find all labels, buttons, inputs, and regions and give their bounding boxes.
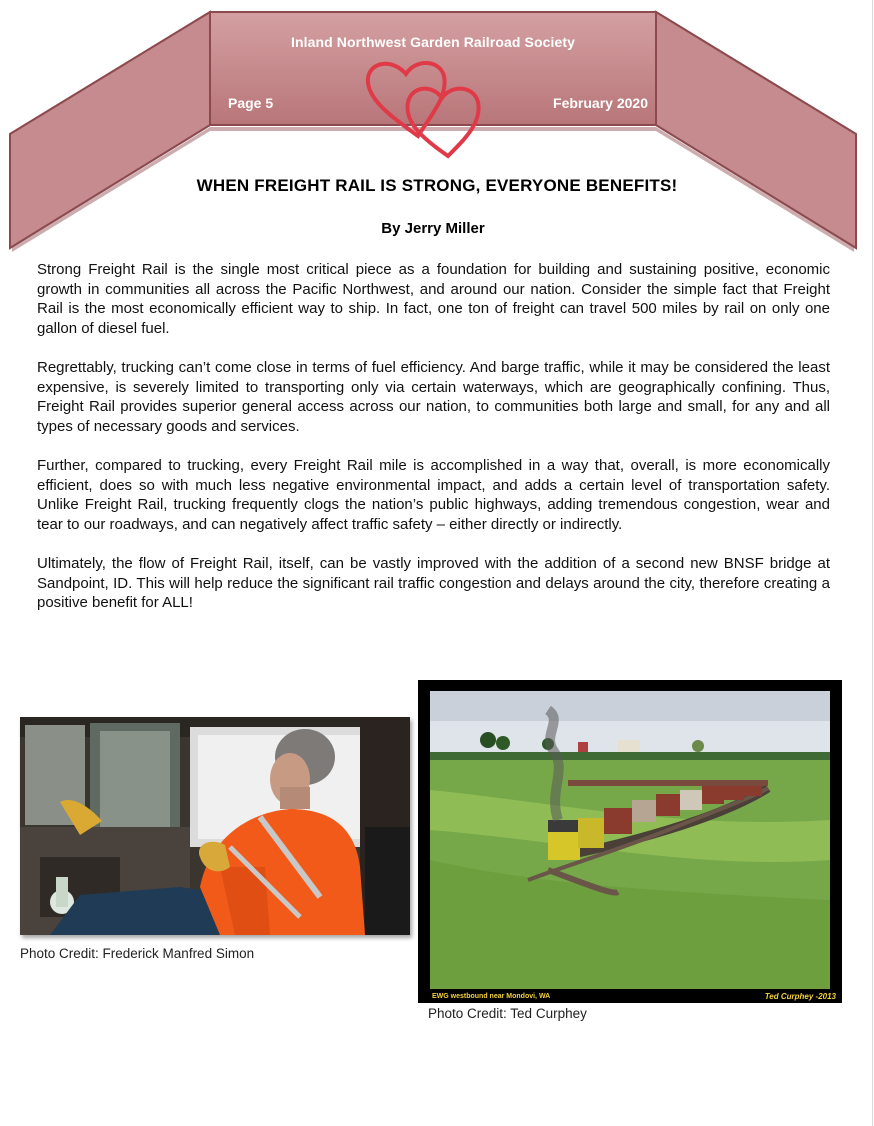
train-photo bbox=[418, 680, 842, 1003]
society-name: Inland Northwest Garden Railroad Society bbox=[290, 34, 576, 50]
paragraph: Ultimately, the flow of Freight Rail, itself, can be vastly improved with the addition of a second new BNSF bridge at Sandpoint, ID. This will help reduce the significant rail traffic congestion and delays around the city, therefore creating a positive benefit for ALL! bbox=[37, 554, 830, 612]
paragraph: Regrettably, trucking can’t come close in terms of fuel efficiency. And barge traffic, while it may be considered the least expensive, is severely limited to transporting only via certain waterways, which are geographically confining. Thus, Freight Rail provides superior general access across our nation, to communities both large and small, for any and all types of necessary goods and services. bbox=[37, 358, 830, 435]
issue-date: February 2020 bbox=[553, 95, 648, 111]
article-body bbox=[37, 260, 830, 632]
article-byline: By Jerry Miller bbox=[381, 220, 485, 237]
right-photo-caption: Photo Credit: Ted Curphey bbox=[428, 1006, 587, 1021]
hearts-icon bbox=[360, 58, 500, 163]
left-photo-caption: Photo Credit: Frederick Manfred Simon bbox=[20, 946, 255, 961]
train-photo-frame bbox=[418, 680, 842, 1003]
paragraph: Further, compared to trucking, every Freight Rail mile is accomplished in a way that, overall, is more economically efficient, does so with much less negative environmental impact, and adds a certain level of transportation safety. Unlike Freight Rail, trucking frequently clogs the nation’s public highways, adding tremendous congestion, wear and tear to our roadways, and can negatively affect traffic safety – either directly or indirectly. bbox=[37, 456, 830, 533]
page-number: Page 5 bbox=[228, 95, 274, 111]
train-photo-signature: Ted Curphey -2013 bbox=[764, 992, 836, 1001]
engineer-photo bbox=[20, 717, 410, 935]
train-photo-location: EWG westbound near Mondovi, WA bbox=[432, 993, 551, 1000]
article-headline: WHEN FREIGHT RAIL IS STRONG, EVERYONE BENEFITS! bbox=[196, 176, 678, 195]
paragraph: Strong Freight Rail is the single most critical piece as a foundation for building and sustaining positive, economic growth in communities all across the Pacific Northwest, and around our nation. Consider the simple fact that Freight Rail is the most economically efficient way to ship. In fact, one ton of freight can travel 500 miles by rail on only one gallon of diesel fuel. bbox=[37, 261, 830, 337]
